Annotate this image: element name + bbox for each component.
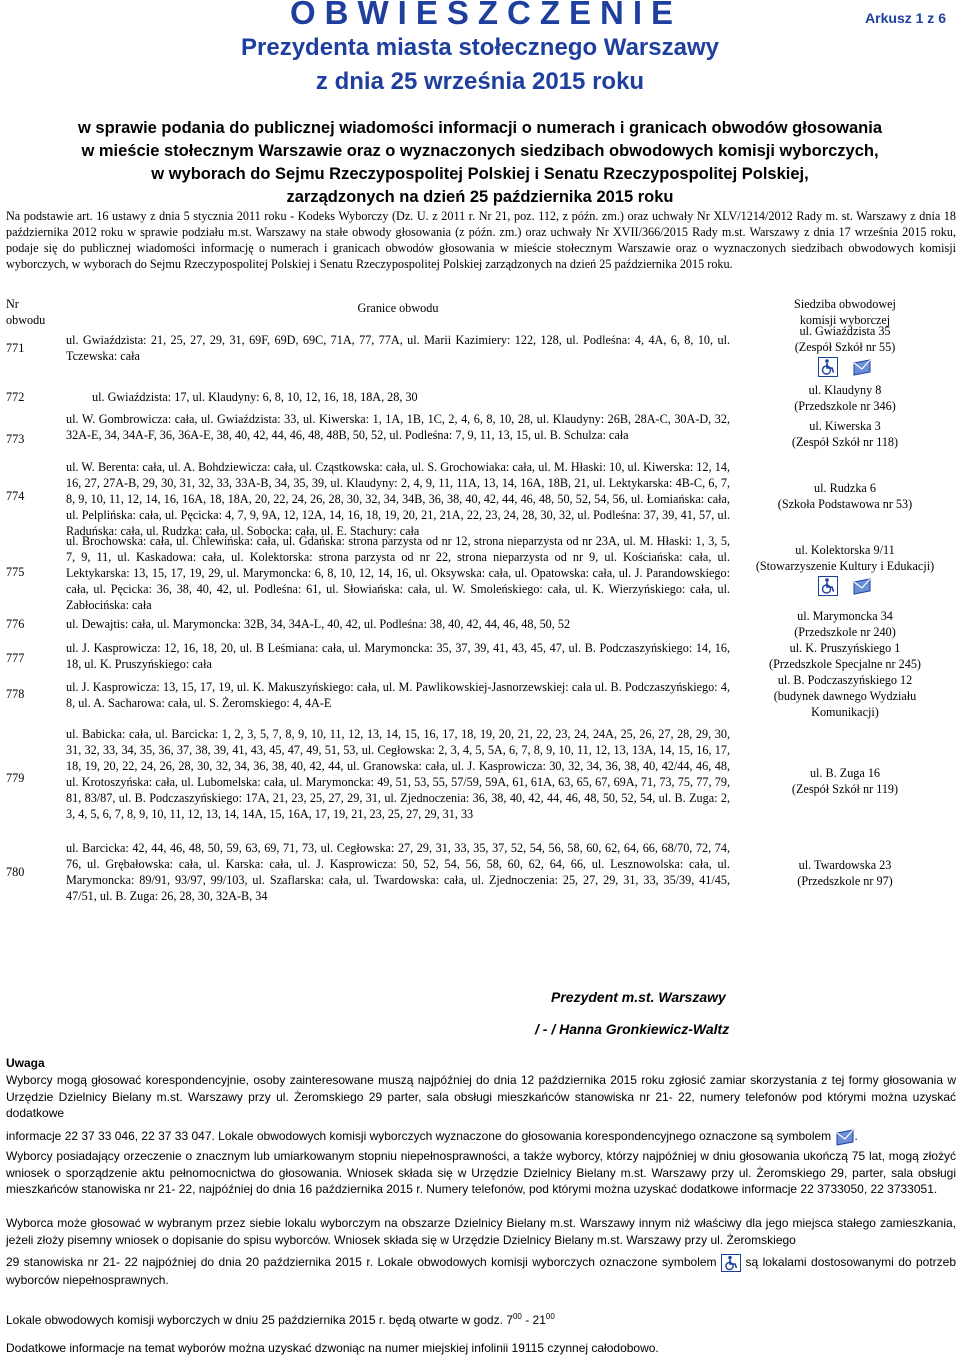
seat-address: ul. Kolektorska 9/11 — [795, 543, 895, 557]
seat-address: ul. Kiwerska 3 — [809, 419, 881, 433]
district-number: 776 — [6, 617, 25, 631]
district-boundaries: ul. Gwiaździsta: 21, 25, 27, 29, 31, 69F, 69D, 69C, 71A, 77, 77A, ul. Marii Kazimiery: 122, 128, ul. Podleśna: 4, 4A, 6, 8, 10, ul. Tczewska: cała — [66, 333, 730, 363]
note-text: Wyborcy mogą głosować korespondencyjnie, osoby zainteresowane muszą najpóźniej do dnia 12 października 2015 roku zgłosić zamiar skorzystania z tej formy głosowania w Urzędzie Dzielnicy Bielany m.st. Warszawy przy ul. Żeromskiego 29 parter, sala obsługi mieszkańców stanowiska nr 21- 22, numery telefonów pod którymi można uzyskać dodatkowe — [6, 1073, 956, 1120]
district-boundaries: ul. Babicka: cała, ul. Barcicka: 1, 2, 3, 5, 7, 8, 9, 10, 11, 12, 13, 14, 15, 16, 17, 18, 19, 20, 21, 22, 23, 24, 24A, 25, 26, 27, 28, 29, 30, 31, 32, 33, 34, 35, 36, 37, 38, 39, 41, 43, 45, 47, 49, 51, 53, ul. Cegłowska: 2, 3, 4, 5, 5A, 6, 7, 8, 9, 10, 11, 12, 13, 13A, 14, 15, 16, 17, 18, 19, 20, 22, 24, 26, 28, 30, 32, 34, 36, 38, 40, 42, 44, ul. Granowska: cała, ul. J. Kasprowicza: 30, 32, 34, 36, 38, 40, 42/44, 46, 48, ul. Krotoszyńska: cała, ul. Lubomelska: cała, ul. Marymoncka: 49, 51, 53, 55, 57/59, 59A, 61, 61A, 63, 65, 67, 69A, 71, 73, 75, 77, 79, 81, 83/87, ul. B. Podczaszyńskiego: 17A, 21, 23, 25, 27, 29, 31, ul. Zjednoczenia: 36, 38, 40, 42, 44, 46, 48, 50, 52, 54, ul. B. Zuga: 2, 3, 4, 5, 6, 7, 8, 9, 10, 11, 12, 13, 14, 14A, 15, 16A, 17, 19, 21, 23, 25, 27, 29, 31, 33 — [66, 727, 730, 821]
note-correspondence: Wyborcy mogą głosować korespondencyjnie, osoby zainteresowane muszą najpóźniej do dnia 12 października 2015 roku zgłosić zamiar skorzystania z tej formy głosowania w Urzędzie Dzielnicy Bielany m.st. Warszawy przy ul. Żeromskiego 29 parter, sala obsługi mieszkańców stanowiska nr 21- 22, numery telefonów pod którymi można uzyskać dodatkowe informacje 22 37 33 046, 22 37 33 047. Lokale obwodowych komisji wyborczych wyznaczone do głosowania korespondencyjnego oznaczone są symbolem . — [6, 1072, 956, 1146]
district-boundaries: ul. W. Berenta: cała, ul. A. Bohdziewicza: cała, ul. Cząstkowska: cała, ul. S. Grochowiaka: cała, ul. M. Hłaski: 10, ul. Kiwerska: 12, 14, 16, 27, 27A-B, 29, 30, 31, 32, 33, 33A-B, 34, 35, 39, ul. Klaudyny: 2, 4, 9, 11, 11A, 13, 14, 16A, 18B, 21, ul. Lektykarska: 4B-C, 6, 7, 8, 9, 10, 11, 12, 14, 16, 16A, 18, 18A, 20, 22, 24, 26, 28, 30, 32, 34, 34B, 36, 38, 40, 42, 44, 46, 48, 50, 52, 54, 56, ul. Łomiańska: cała, ul. Pelplińska: cała, ul. Pęcicka: 4, 7, 9, 9A, 12, 12A, 14, 16, 18, 19, 20, 21, 21A, 22, 23, 24, 28, 30, 32, ul. Podleśna: 37, 39, 41, 57, ul. Raduńska: cała, ul. Rudzka: cała, ul. Sobocka: cała, ul. E. Stachury: cała — [66, 460, 730, 538]
seat-address: ul. Twardowska 23 — [798, 858, 892, 872]
seat-institution: (Przedszkole nr 346) — [794, 399, 896, 413]
district-boundaries: ul. J. Kasprowicza: 13, 15, 17, 19, ul. K. Makuszyńskiego: cała, ul. M. Pawlikowskiej-Jasnorzewskiej: cała ul. B. Podczaszyńskiego: 4, 8, ul. A. Sacharowa: cała, ul. S. Żeromskiego: 4, 4A-E — [66, 680, 730, 710]
subject — [60, 117, 900, 209]
issue-date: z dnia 25 września 2015 roku — [315, 68, 645, 95]
envelope-icon — [852, 357, 872, 377]
seat-institution: (budynek dawnego Wydziału — [773, 689, 917, 703]
column-header-nr — [6, 296, 60, 328]
note-text: - 21 — [521, 1313, 546, 1327]
seat-institution: (Szkoła Podstawowa nr 53) — [777, 497, 913, 511]
seat-address: ul. Gwiaździsta 35 — [799, 324, 891, 338]
note-text: informacje 22 37 33 046, 22 37 33 047. Lokale obwodowych komisji wyborczych wyznaczone do głosowania korespondencyjnego oznaczone są symbolem — [6, 1128, 832, 1143]
column-header-seat-line: Siedziba obwodowej — [794, 297, 896, 311]
district-seat — [740, 418, 950, 450]
subject-line: w sprawie podania do publicznej wiadomości informacji o numerach i granicach obwodów głosowania — [77, 119, 883, 137]
seat-institution: (Stowarzyszenie Kultury i Edukacji) — [755, 559, 935, 573]
intro-part-2: Warszawy z dnia 17 września 2015 roku, podaje się do publicznej wiadomości informację o numerach i granicach obwodów głosowania w mieście stołecznym Warszawie oraz o wyznaczonych siedzibach obwodowych komisji wyborczych, w wyborach do Sejmu Rzeczypospolitej Polskiej i Senatu Rzeczypospolitej Polskiej zarządzonych na dzień 25 października 2015 roku. — [6, 225, 956, 271]
seat-institution: (Zespół Szkół nr 119) — [791, 782, 899, 796]
district-seat — [740, 640, 950, 672]
signature-title: Prezydent m.st. Warszawy — [551, 989, 726, 1005]
issuer-title: Prezydenta miasta stołecznego Warszawy — [241, 34, 719, 61]
note-opening-hours — [6, 1309, 956, 1329]
district-number: 780 — [6, 865, 25, 879]
district-seat — [740, 323, 950, 377]
seat-address: ul. B. Podczaszyńskiego 12 — [777, 673, 913, 687]
wheelchair-icon — [721, 1254, 741, 1272]
district-number: 778 — [6, 687, 25, 701]
seat-institution: (Zespół Szkół nr 118) — [791, 435, 899, 449]
district-seat — [740, 480, 950, 512]
intro-part-1: Na podstawie art. 16 ustawy z dnia 5 stycznia 2011 roku - Kodeks Wyborczy (Dz. U. z 2011 r. Nr 21, poz. 112, z późn. zm.) oraz uchwały Nr XLV/1214/2012 Rady m. st. Warszawy z dnia 18 października 2012 roku w sprawie podziału m.st. Warszawy na stałe obwody głosowania (z późn. zm.) oraz uchwały Nr XVII/366/2015 Rady m.st. — [6, 209, 956, 239]
seat-address: ul. Marymoncka 34 — [797, 609, 893, 623]
subject-line: w mieście stołecznym Warszawie oraz o wyznaczonych siedzibach obwodowych komisji wyborczych, — [81, 142, 879, 160]
district-seat — [740, 765, 950, 797]
seat-address: ul. Klaudyny 8 — [808, 383, 882, 397]
note-text: Wyborcy posiadający orzeczenie o znacznym lub umiarkowanym stopniu niepełnosprawności, a także wyborcy, którzy najpóźniej w dniu głosowania ukończą 75 lat, mogą złożyć wniosek o sporządzenie aktu pełnomocnictwa do głosowania. Wniosek składa się w Urzędzie Dzielnicy Bielany m.st. Warszawy przy ul. Żeromskiego 29, parter, sala obsługi mieszkańców stanowiska nr 21- 22, najpóźniej do dnia 16 października 2015 r. Numery telefonów, pod którymi można uzyskać dodatkowe informacje 22 3733050, 22 3733051. — [6, 1149, 956, 1196]
column-header-seat-line: komisji wyborczej — [799, 313, 891, 327]
seat-icons — [740, 357, 950, 377]
seat-address: ul. B. Zuga 16 — [809, 766, 881, 780]
district-number: 779 — [6, 771, 25, 785]
hour-superscript: 00 — [512, 1312, 522, 1321]
district-number: 775 — [6, 565, 25, 579]
district-seat — [740, 608, 950, 640]
district-boundaries: ul. Dewajtis: cała, ul. Marymoncka: 32B, 34, 34A-L, 40, 42, ul. Podleśna: 38, 40, 42, 44, 46, 48, 50, 52 — [66, 617, 571, 631]
column-header-nr-line: obwodu — [6, 313, 46, 327]
district-number: 777 — [6, 651, 25, 665]
notes-heading: Uwaga — [6, 1056, 45, 1070]
subject-line: zarządzonych na dzień 25 października 2015 roku — [286, 188, 674, 206]
seat-address: ul. Rudzka 6 — [814, 481, 876, 495]
district-number: 773 — [6, 432, 25, 446]
note-text: Wyborca może głosować w wybranym przez siebie lokalu wyborczym na obszarze Dzielnicy Bielany m.st. Warszawy innym niż właściwy dla jego miejsca stałego zamieszkania, jeżeli złoży pisemny wniosek o dopisanie do spisu wyborców. Wniosek składa się w Urzędzie Dzielnicy Bielany m.st. Warszawy przy ul. Żeromskiego — [6, 1216, 956, 1247]
document-title: OBWIESZCZENIE — [290, 0, 683, 31]
district-number: 771 — [6, 341, 25, 355]
seat-institution: (Przedszkole Specjalne nr 245) — [769, 657, 921, 671]
district-number: 772 — [6, 390, 25, 404]
seat-icons — [740, 576, 950, 596]
signature-name: / - / Hanna Gronkiewicz-Waltz — [535, 1021, 730, 1037]
note-registration — [6, 1215, 956, 1289]
seat-institution: (Przedszkole nr 240) — [794, 625, 896, 639]
note-text: Dodatkowe informacje na temat wyborów można uzyskać dzwoniąc na numer miejskiej infolinii 19115 czynnej całodobowo. — [6, 1341, 659, 1355]
seat-institution: Komunikacji) — [811, 705, 879, 719]
district-boundaries: ul. Gwiaździsta: 17, ul. Klaudyny: 6, 8, 10, 12, 16, 18, 18A, 28, 30 — [92, 390, 418, 404]
district-seat — [740, 382, 950, 414]
district-boundaries: ul. W. Gombrowicza: cała, ul. Gwiaździsta: 33, ul. Kiwerska: 1, 1A, 1B, 1C, 2, 4, 6, 8, 10, 28, ul. Klaudyny: 26B, 28A-C, 30A-D, 32, 32A-E, 34, 34A-F, 36, 36A-E, 38, 40, 42, 44, 46, 48, 48B, 50, 52, ul. Podleśna: 7, 9, 11, 13, 15, ul. B. Schulza: cała — [66, 412, 730, 442]
district-seat — [740, 672, 950, 720]
column-header-boundaries: Granice obwodu — [357, 301, 439, 315]
seat-institution: (Przedszkole nr 97) — [797, 874, 893, 888]
district-boundaries: ul. Barcicka: 42, 44, 46, 48, 50, 59, 63, 69, 71, 73, ul. Cegłowska: 27, 29, 31, 33, 35, 37, 52, 54, 56, 58, 60, 62, 64, 66, 68/70, 72, 74, 76, ul. Grębałowska: cała, ul. Karska: cała, ul. J. Kasprowicza: 50, 52, 54, 56, 58, 60, 62, 64, 66, ul. Lesznowolska: cała, ul. Marymoncka: 89/91, 93/97, 99/103, ul. Szaflarska: cała, ul. Twardowska: cała, ul. Zjednoczenia: 25, 27, 29, 31, 33, 35/39, 41/45, 47/51, ul. B. Zuga: 26, 28, 30, 32A-B, 34 — [66, 841, 730, 903]
envelope-icon — [835, 1128, 855, 1146]
note-hotline — [6, 1340, 956, 1357]
note-text: Lokale obwodowych komisji wyborczych w dniu 25 października 2015 r. będą otwarte w godz. 7 — [6, 1313, 513, 1327]
seat-address: ul. K. Pruszyńskiego 1 — [789, 641, 901, 655]
district-seat — [740, 857, 950, 889]
district-boundaries: ul. Brochowska: cała, ul. Chlewińska: cała, ul. Gdańska: strona parzysta od nr 12, strona nieparzysta od nr 23A, ul. M. Hłaski: 1, 3, 5, 7, 9, 11, ul. Kaskadowa: cała, ul. Kolektorska: strona parzysta od nr 22, strona nieparzysta od nr 9, ul. Kościańska: cała, ul. Lektykarska: 13, 15, 17, 19, 29, ul. Marymoncka: 6, 8, 10, 12, 14, 16, ul. Oksywska: cała, ul. Opatowska: cała, ul. J. Parandowskiego: cała, ul. Pęcicka: 36, 38, 40, 42, ul. Podleśna: 61, ul. Słowiańska: cała, ul. W. Smoleńskiego: cała, ul. K. Wierzyńskiego: cała, ul. Zabłocińska: cała — [66, 534, 730, 612]
wheelchair-icon — [818, 357, 838, 377]
wheelchair-icon — [818, 576, 838, 596]
district-number: 774 — [6, 489, 25, 503]
seat-institution: (Zespół Szkół nr 55) — [794, 340, 896, 354]
note-text: są lokalami dostosowanymi do potrzeb wyborców niepełnosprawnych. — [6, 1255, 957, 1287]
legal-basis — [6, 208, 956, 272]
district-boundaries: ul. J. Kasprowicza: 12, 16, 18, 20, ul. B Leśmiana: cała, ul. Marymoncka: 35, 37, 39, 41, 43, 45, 47, ul. B. Podczaszyńskiego: 14, 16, 18, ul. K. Pruszyńskiego: cała — [66, 641, 730, 671]
note-text: 29 stanowiska nr 21- 22 najpóźniej do dnia 20 października 2015 r. Lokale obwodowych komisji wyborczych oznaczone symbolem — [6, 1255, 717, 1270]
district-seat — [740, 542, 950, 596]
hour-superscript: 00 — [545, 1312, 555, 1321]
subject-line: w wyborach do Sejmu Rzeczypospolitej Polskiej i Senatu Rzeczypospolitej Polskiej, — [151, 165, 809, 183]
envelope-icon — [852, 576, 872, 596]
sheet-number: Arkusz 1 z 6 — [865, 10, 946, 26]
note-proxy — [6, 1148, 956, 1198]
column-header-nr-line: Nr — [6, 297, 19, 311]
